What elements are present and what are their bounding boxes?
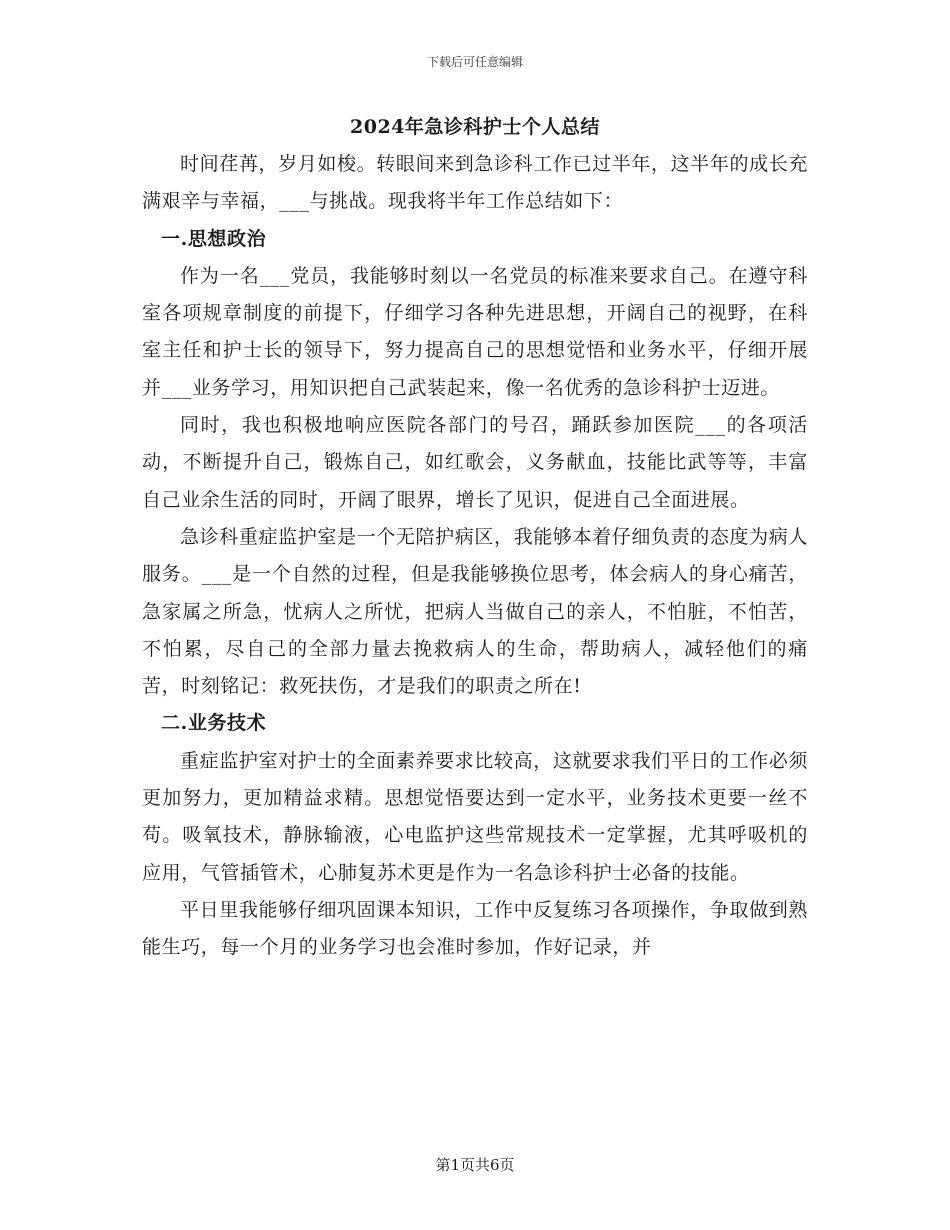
section-heading-skills: 二.业务技术 xyxy=(161,712,267,735)
intro-paragraph: 时间荏苒，岁月如梭。转眼间来到急诊科工作已过半年，这半年的成长充满艰辛与幸福，___与挑战。现我将半年工作总结如下： xyxy=(142,153,808,213)
skills-paragraph-1: 重症监护室对护士的全面素养要求比较高，这就要求我们平日的工作必须更加努力，更加精益求精。思想觉悟要达到一定水平，业务技术更要一丝不苟。吸氧技术，静脉输液，心电监护这些常规技术一定掌握，尤其呼吸机的应用，气管插管术，心肺复苏术更是作为一名急诊科护士必备的技能。 xyxy=(142,749,808,884)
page-number: 第1页共6页 xyxy=(435,1156,515,1174)
document-body xyxy=(142,146,808,967)
skills-paragraph-2: 平日里我能够仔细巩固课本知识，工作中反复练习各项操作，争取做到熟能生巧，每一个月的业务学习也会准时参加，作好记录，并 xyxy=(142,898,808,959)
politics-paragraph-1: 作为一名___党员，我能够时刻以一名党员的标准来要求自己。在遵守科室各项规章制度的前提下，仔细学习各种先进思想，开阔自己的视野，在科室主任和护士长的领导下，努力提高自己的思想觉悟和业务水平，仔细开展并___业务学习，用知识把自己武装起来，像一名优秀的急诊科护士迈进。 xyxy=(142,264,808,399)
politics-paragraph-2: 同时，我也积极地响应医院各部门的号召，踊跃参加医院___的各项活动，不断提升自己，锻炼自己，如红歌会，义务献血，技能比武等等，丰富自己业余生活的同时，开阔了眼界，增长了见识，促进自己全面进展。 xyxy=(142,414,808,511)
header-note: 下载后可任意编辑 xyxy=(426,55,523,69)
politics-paragraph-3: 急诊科重症监护室是一个无陪护病区，我能够本着仔细负责的态度为病人服务。___是一个自然的过程，但是我能够换位思考，体会病人的身心痛苦，急家属之所急，忧病人之所忧，把病人当做自己的亲人，不怕脏，不怕苦，不怕累，尽自己的全部力量去挽救病人的生命，帮助病人，减轻他们的痛苦，时刻铭记：救死扶伤，才是我们的职责之所在! xyxy=(142,525,808,698)
section-heading-politics: 一.思想政治 xyxy=(161,227,267,250)
document-title: 2024年急诊科护士个人总结 xyxy=(350,116,600,138)
